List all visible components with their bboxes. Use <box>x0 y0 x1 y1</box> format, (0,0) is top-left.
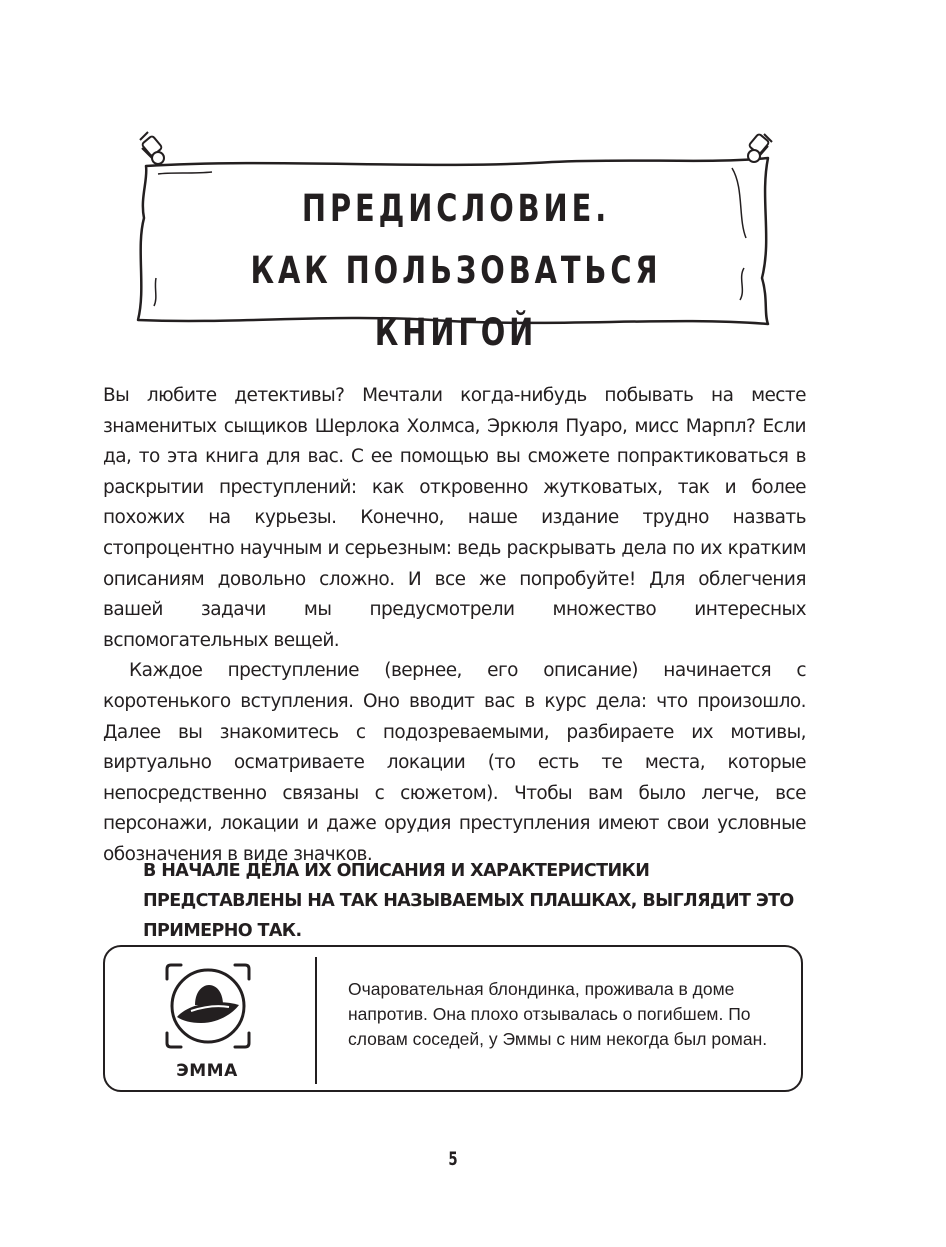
title-banner <box>132 128 780 354</box>
paragraph-1: Вы любите детективы? Мечтали когда-нибудь побывать на месте знаменитых сыщиков Шерлока Холмса, Эркюля Пуаро, мисс Марпл? Если да, то эта книга для вас. С ее помощью вы сможете попрактиковаться в раскрытии преступлений: как откровенно жутковатых, так и более похожих на курьезы. Конечно, наше издание трудно назвать стопроцентно научным и серьезным: ведь раскрывать дела по их кратким описаниям довольно сложно. И все же попробуйте! Для облегчения вашей задачи мы предусмотрели множество интересных вспомогательных вещей. <box>103 385 806 651</box>
page-title <box>203 178 708 364</box>
character-name: ЭММА <box>176 1061 238 1081</box>
pushpin-icon-left <box>140 132 164 164</box>
paragraph-2: Каждое преступление (вернее, его описание) начинается с коротенького вступления. Оно вводит вас в курс дела: что произошло. Далее вы знакомитесь с подозреваемыми, разбираете их мотивы, виртуально осматриваете локации (то есть те места, которые непосредственно связаны с сюжетом). Чтобы вам было легче, все персонажи, локации и даже орудия преступления имеют свои условные обозначения в виде значков. <box>103 660 806 865</box>
caption: В НАЧАЛЕ ДЕЛА ИХ ОПИСАНИЯ И ХАРАКТЕРИСТИКИ ПРЕДСТАВЛЕНЫ НА ТАК НАЗЫВАЕМЫХ ПЛАШКАХ, ВЫГЛЯДИТ ЭТО ПРИМЕРНО ТАК. <box>143 861 794 941</box>
body-text <box>103 381 806 871</box>
page-number: 5 <box>448 1148 458 1170</box>
title-line-1: ПРЕДИСЛОВИЕ. <box>301 187 611 230</box>
title-line-2: КАК ПОЛЬЗОВАТЬСЯ КНИГОЙ <box>250 249 662 354</box>
character-description: Очаровательная блондинка, проживала в доме напротив. Она плохо отзывалась о погибшем. По словам соседей, у Эммы с ним некогда был роман. <box>348 979 768 1049</box>
character-card <box>103 945 803 1092</box>
hat-icon <box>163 961 253 1051</box>
card-divider <box>315 957 317 1084</box>
